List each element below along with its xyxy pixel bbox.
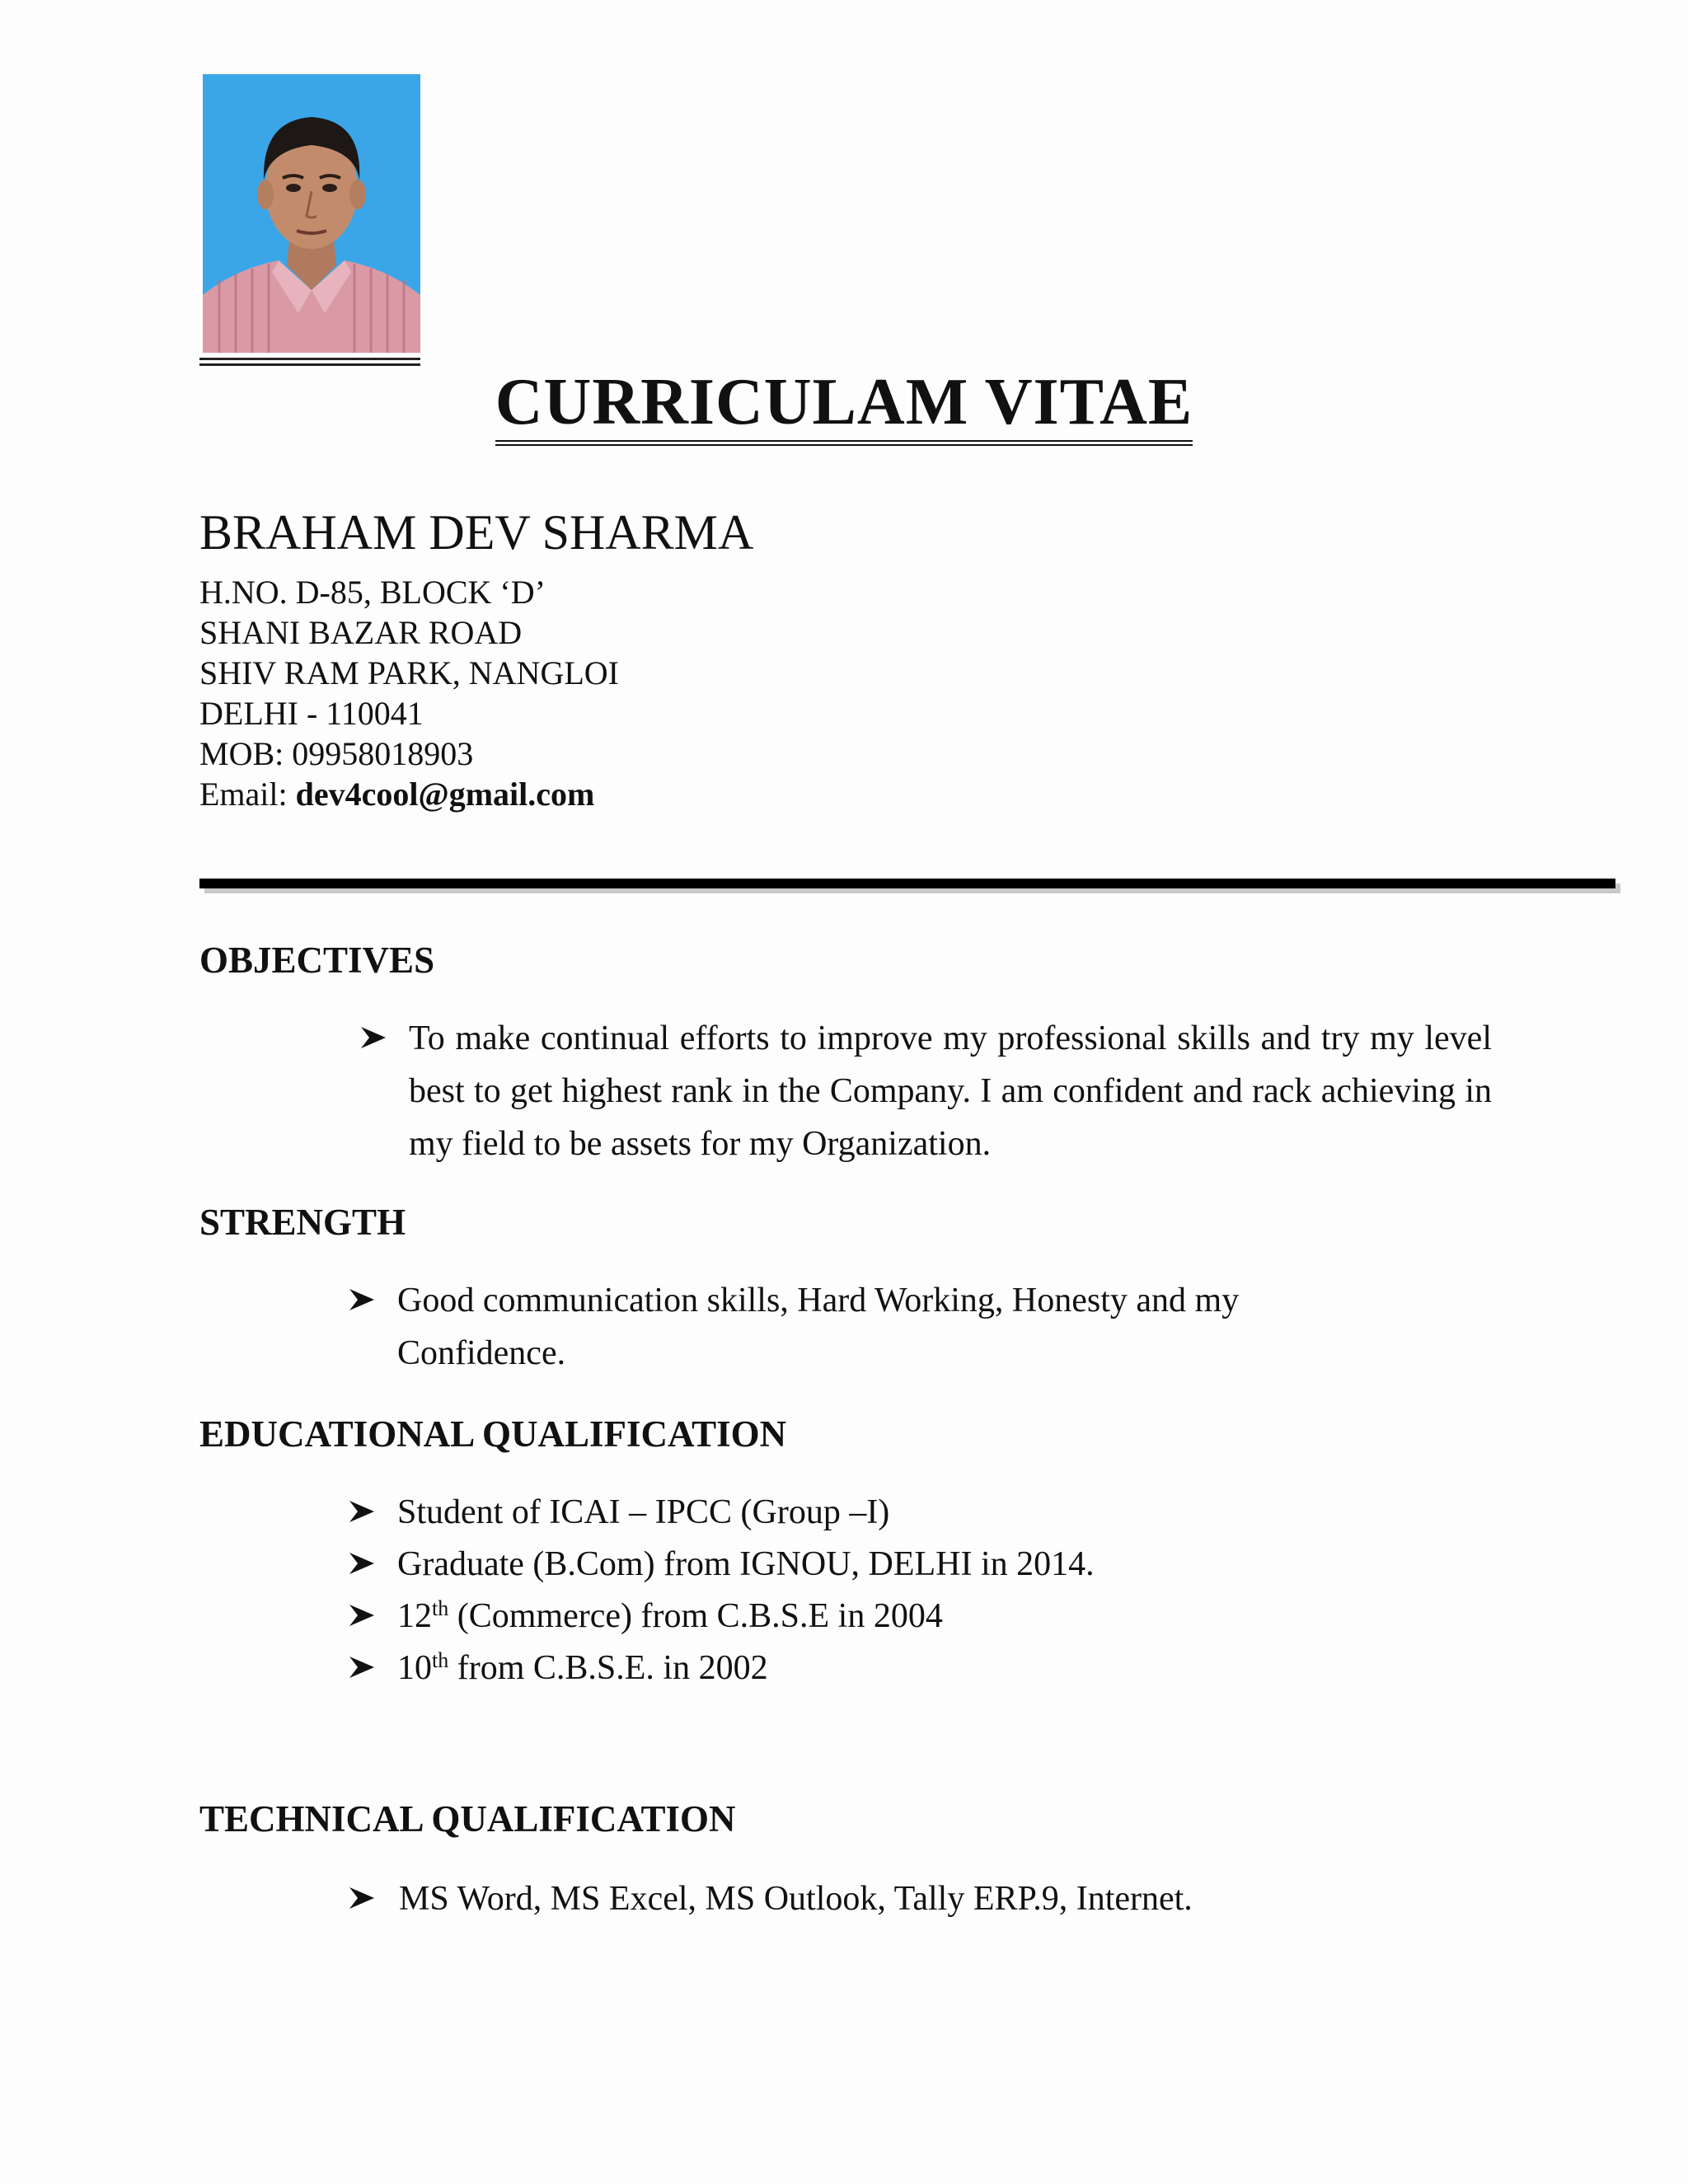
document-title-text: CURRICULAM VITAE xyxy=(495,369,1193,446)
list-item xyxy=(349,1590,1421,1643)
candidate-name: BRAHAM DEV SHARMA xyxy=(199,505,754,560)
ordinal-suffix: th xyxy=(432,1648,449,1672)
arrowhead-bullet-icon xyxy=(349,1872,382,1925)
list-item xyxy=(349,1872,1421,1925)
mobile-number: MOB: 09958018903 xyxy=(199,735,474,772)
contact-block xyxy=(199,572,619,814)
education-item-detail: (Commerce) from C.B.S.E in 2004 xyxy=(448,1597,943,1635)
arrowhead-bullet-icon xyxy=(361,1012,394,1065)
grade-number: 12 xyxy=(397,1597,432,1635)
strength-text: Good communication skills, Hard Working, Honesty and my Confidence. xyxy=(397,1282,1240,1372)
grade-number: 10 xyxy=(397,1649,432,1687)
list-item xyxy=(349,1538,1421,1591)
list-item xyxy=(349,1274,1380,1381)
arrowhead-bullet-icon xyxy=(349,1486,382,1539)
education-item-text xyxy=(397,1590,943,1643)
email-label: Email: xyxy=(199,776,288,813)
address-line: DELHI - 110041 xyxy=(199,695,424,732)
arrowhead-bullet-icon xyxy=(349,1538,382,1591)
education-item-detail: from C.B.S.E. in 2002 xyxy=(448,1649,768,1687)
profile-photo xyxy=(203,74,420,353)
list-item xyxy=(349,1486,1421,1539)
email-line xyxy=(199,774,619,814)
strength-heading: STRENGTH xyxy=(199,1202,406,1243)
objective-text: To make continual efforts to improve my professional skills and try my level best to get highest rank in the Company. I am confident and rack achieving in my field to be assets for my Organization. xyxy=(409,1019,1492,1163)
list-item xyxy=(349,1642,1421,1694)
ordinal-suffix: th xyxy=(432,1596,449,1620)
education-item-text xyxy=(397,1642,768,1694)
section-divider xyxy=(199,879,1615,888)
email-address[interactable]: dev4cool@gmail.com xyxy=(295,776,595,813)
photo-underline xyxy=(199,358,420,366)
objectives-heading: OBJECTIVES xyxy=(199,940,435,981)
technical-item-text: MS Word, MS Excel, MS Outlook, Tally ERP.9, Internet. xyxy=(399,1880,1193,1918)
technical-heading: TECHNICAL QUALIFICATION xyxy=(199,1798,736,1840)
education-item-text: Student of ICAI – IPCC (Group –I) xyxy=(397,1493,890,1531)
address-line: SHANI BAZAR ROAD xyxy=(199,614,523,651)
address-line: SHIV RAM PARK, NANGLOI xyxy=(199,654,619,691)
address-line: H.NO. D-85, BLOCK ‘D’ xyxy=(199,574,546,611)
arrowhead-bullet-icon xyxy=(349,1642,382,1694)
education-item-text: Graduate (B.Com) from IGNOU, DELHI in 2014. xyxy=(397,1545,1095,1583)
list-item xyxy=(361,1012,1492,1174)
document-title xyxy=(0,366,1688,446)
arrowhead-bullet-icon xyxy=(349,1590,382,1643)
education-heading: EDUCATIONAL QUALIFICATION xyxy=(199,1413,787,1455)
arrowhead-bullet-icon xyxy=(349,1274,382,1327)
